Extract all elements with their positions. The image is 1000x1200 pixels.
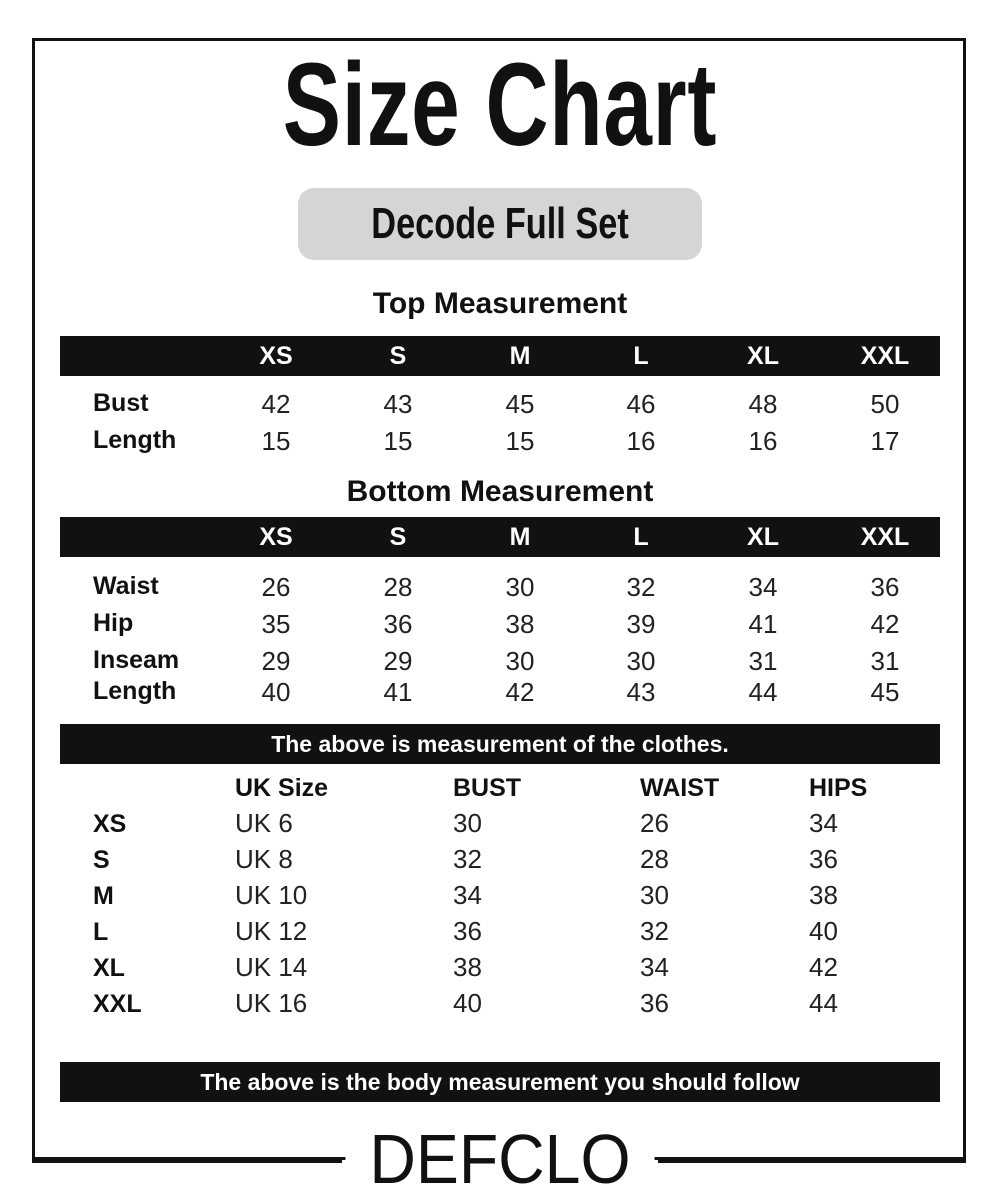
row-label: Inseam [93, 646, 180, 674]
bottom-size-xxl: XXL [860, 523, 910, 551]
uk-row-waist: 30 [640, 880, 669, 910]
waist-header: WAIST [640, 774, 720, 802]
bottom-size-m: M [509, 523, 531, 551]
uk-row-hips: 40 [809, 916, 838, 946]
cell-value: 28 [383, 572, 413, 602]
clothes-measurement-note: The above is measurement of the clothes. [60, 724, 940, 764]
cell-value: 42 [261, 389, 291, 419]
cell-value: 36 [383, 609, 413, 639]
top-size-xxl: XXL [860, 342, 910, 370]
uk-row-uk: UK 16 [235, 988, 308, 1018]
row-label: Length [93, 426, 177, 454]
cell-value: 16 [626, 426, 656, 456]
row-label: Hip [93, 609, 134, 637]
cell-value: 38 [505, 609, 535, 639]
uk-row-uk: UK 8 [235, 844, 293, 874]
cell-value: 36 [870, 572, 900, 602]
uk-row-bust: 36 [453, 916, 482, 946]
top-size-s: S [389, 342, 407, 370]
cell-value: 15 [505, 426, 535, 456]
uk-row-size: M [93, 882, 114, 910]
bottom-measurement-heading: Bottom Measurement [346, 475, 654, 508]
cell-value: 50 [870, 389, 900, 419]
cell-value: 45 [870, 677, 900, 707]
uk-row-uk: UK 14 [235, 952, 308, 982]
uk-row-waist: 34 [640, 952, 669, 982]
bottom-size-xl: XL [747, 523, 779, 551]
cell-value: 44 [748, 677, 778, 707]
uk-row-bust: 32 [453, 844, 482, 874]
uk-row-bust: 40 [453, 988, 482, 1018]
bust-header: BUST [453, 774, 522, 802]
cell-value: 30 [505, 572, 535, 602]
uk-row-size: XXL [93, 990, 142, 1018]
top-size-l: L [633, 342, 649, 370]
uk-row-waist: 36 [640, 988, 669, 1018]
bottom-size-s: S [389, 523, 407, 551]
uk-row-hips: 38 [809, 880, 838, 910]
cell-value: 45 [505, 389, 535, 419]
cell-value: 41 [748, 609, 778, 639]
cell-value: 30 [505, 646, 535, 676]
cell-value: 29 [261, 646, 291, 676]
cell-value: 31 [748, 646, 778, 676]
subtitle-label: Decode Full Set [371, 199, 629, 248]
uk-row-size: L [93, 918, 109, 946]
top-measurement-heading: Top Measurement [372, 287, 628, 320]
uk-row-size: XL [93, 954, 125, 982]
uk-row-uk: UK 10 [235, 880, 308, 910]
uk-row-waist: 32 [640, 916, 669, 946]
brand-logo [0, 1118, 1000, 1200]
cell-value: 30 [626, 646, 656, 676]
brand-name: DEFCLO [345, 1118, 654, 1200]
bottom-size-xs: XS [259, 523, 293, 551]
cell-value: 29 [383, 646, 413, 676]
uk-size-header: UK Size [235, 774, 329, 802]
uk-row-size: XS [93, 810, 127, 838]
subtitle-badge [298, 188, 702, 260]
bottom-size-l: L [633, 523, 649, 551]
top-size-xs: XS [259, 342, 293, 370]
uk-row-bust: 34 [453, 880, 482, 910]
cell-value: 15 [261, 426, 291, 456]
cell-value: 31 [870, 646, 900, 676]
uk-row-bust: 38 [453, 952, 482, 982]
uk-row-uk: UK 6 [235, 808, 293, 838]
top-size-m: M [509, 342, 531, 370]
cell-value: 42 [505, 677, 535, 707]
cell-value: 39 [626, 609, 656, 639]
cell-value: 43 [626, 677, 656, 707]
top-size-header-bar [60, 336, 940, 376]
cell-value: 15 [383, 426, 413, 456]
top-size-xl: XL [747, 342, 779, 370]
row-label: Length [93, 677, 177, 705]
cell-value: 41 [383, 677, 413, 707]
cell-value: 16 [748, 426, 778, 456]
cell-value: 32 [626, 572, 656, 602]
cell-value: 42 [870, 609, 900, 639]
uk-row-hips: 34 [809, 808, 838, 838]
cell-value: 40 [261, 677, 291, 707]
row-label: Waist [93, 572, 159, 600]
uk-row-uk: UK 12 [235, 916, 308, 946]
cell-value: 48 [748, 389, 778, 419]
uk-row-waist: 28 [640, 844, 669, 874]
row-label: Bust [93, 389, 149, 417]
cell-value: 35 [261, 609, 291, 639]
cell-value: 34 [748, 572, 778, 602]
cell-value: 46 [626, 389, 656, 419]
cell-value: 17 [870, 426, 900, 456]
bottom-size-header-bar [60, 517, 940, 557]
cell-value: 26 [261, 572, 291, 602]
cell-value: 43 [383, 389, 413, 419]
uk-row-bust: 30 [453, 808, 482, 838]
uk-row-waist: 26 [640, 808, 669, 838]
uk-row-hips: 36 [809, 844, 838, 874]
uk-row-size: S [93, 846, 110, 874]
uk-row-hips: 42 [809, 952, 838, 982]
page-title: Size Chart [282, 39, 718, 171]
hips-header: HIPS [809, 774, 868, 802]
uk-row-hips: 44 [809, 988, 838, 1018]
body-measurement-note: The above is the body measurement you should follow [60, 1062, 940, 1102]
